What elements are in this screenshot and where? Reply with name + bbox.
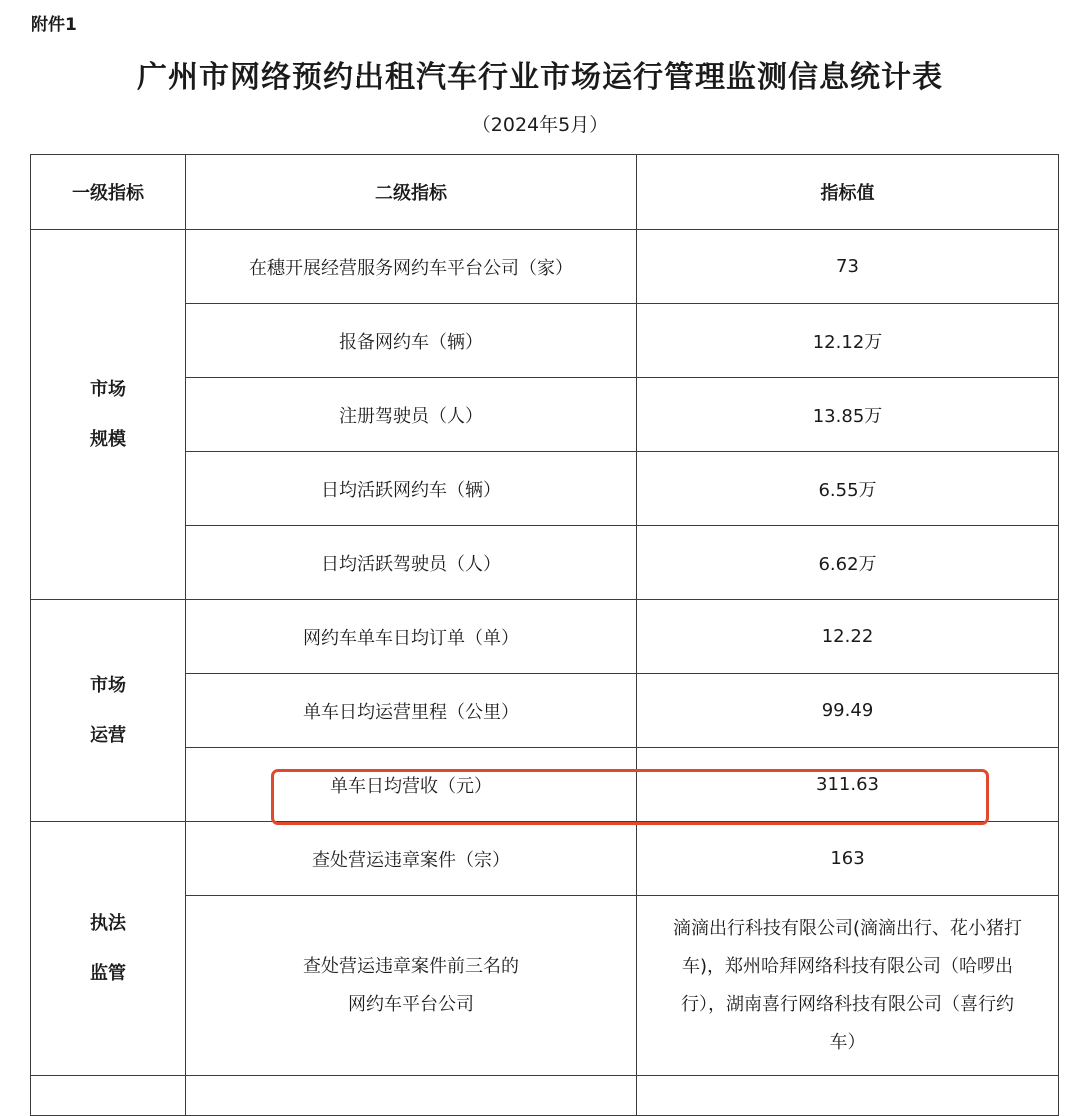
category-label: 监管 — [90, 962, 126, 984]
table-row — [31, 674, 1059, 748]
indicator-cell: 网约车单车日均订单（单） — [186, 600, 637, 674]
indicator-text-line: 网约车平台公司 — [348, 993, 474, 1015]
value-cell: 6.62万 — [637, 526, 1059, 600]
indicator-cell: 单车日均运营里程（公里） — [186, 674, 637, 748]
empty-cell — [31, 1076, 186, 1116]
attachment-label: 附件1 — [31, 15, 77, 35]
value-cell: 12.22 — [637, 600, 1059, 674]
table-row — [31, 230, 1059, 304]
header-level1: 一级指标 — [31, 155, 186, 230]
indicator-cell — [186, 896, 637, 1076]
statistics-table — [30, 154, 1059, 1116]
value-cell: 13.85万 — [637, 378, 1059, 452]
page-subtitle: （2024年5月） — [471, 114, 609, 136]
indicator-cell: 日均活跃网约车（辆） — [186, 452, 637, 526]
indicator-cell: 报备网约车（辆） — [186, 304, 637, 378]
indicator-cell: 日均活跃驾驶员（人） — [186, 526, 637, 600]
value-text-line: 车） — [829, 1031, 866, 1053]
table-row — [31, 896, 1059, 1076]
table-row — [31, 600, 1059, 674]
value-cell: 12.12万 — [637, 304, 1059, 378]
value-cell — [637, 896, 1059, 1076]
table-row — [31, 822, 1059, 896]
category-market-operation — [31, 600, 186, 822]
indicator-cell: 单车日均营收（元） — [186, 748, 637, 822]
indicator-cell: 查处营运违章案件（宗） — [186, 822, 637, 896]
indicator-text-line: 查处营运违章案件前三名的 — [303, 955, 519, 977]
category-market-scale — [31, 230, 186, 600]
table-row — [31, 378, 1059, 452]
category-law-enforcement — [31, 822, 186, 1076]
table-row — [31, 1076, 1059, 1116]
category-label: 市场 — [90, 378, 126, 400]
value-cell: 311.63 — [637, 748, 1059, 822]
header-level2: 二级指标 — [186, 155, 637, 230]
table-row — [31, 526, 1059, 600]
value-text-line: 车)，郑州哈拜网络科技有限公司（哈啰出 — [681, 955, 1014, 977]
value-cell: 6.55万 — [637, 452, 1059, 526]
category-label: 市场 — [90, 674, 126, 696]
value-text-line: 行），湖南喜行网络科技有限公司（喜行约 — [681, 993, 1014, 1015]
value-cell: 73 — [637, 230, 1059, 304]
indicator-cell: 注册驾驶员（人） — [186, 378, 637, 452]
table-row — [31, 452, 1059, 526]
category-label: 运营 — [90, 724, 126, 746]
table-header-row — [31, 155, 1059, 230]
category-label: 规模 — [90, 428, 126, 450]
empty-cell — [186, 1076, 637, 1116]
value-text-line: 滴滴出行科技有限公司(滴滴出行、花小猪打 — [672, 917, 1023, 939]
category-label: 执法 — [90, 912, 126, 934]
page-title: 广州市网络预约出租汽车行业市场运行管理监测信息统计表 — [137, 60, 943, 95]
value-cell: 163 — [637, 822, 1059, 896]
empty-cell — [637, 1076, 1059, 1116]
table-row — [31, 304, 1059, 378]
header-value: 指标值 — [637, 155, 1059, 230]
indicator-cell: 在穗开展经营服务网约车平台公司（家） — [186, 230, 637, 304]
value-cell: 99.49 — [637, 674, 1059, 748]
table-row-highlighted — [31, 748, 1059, 822]
